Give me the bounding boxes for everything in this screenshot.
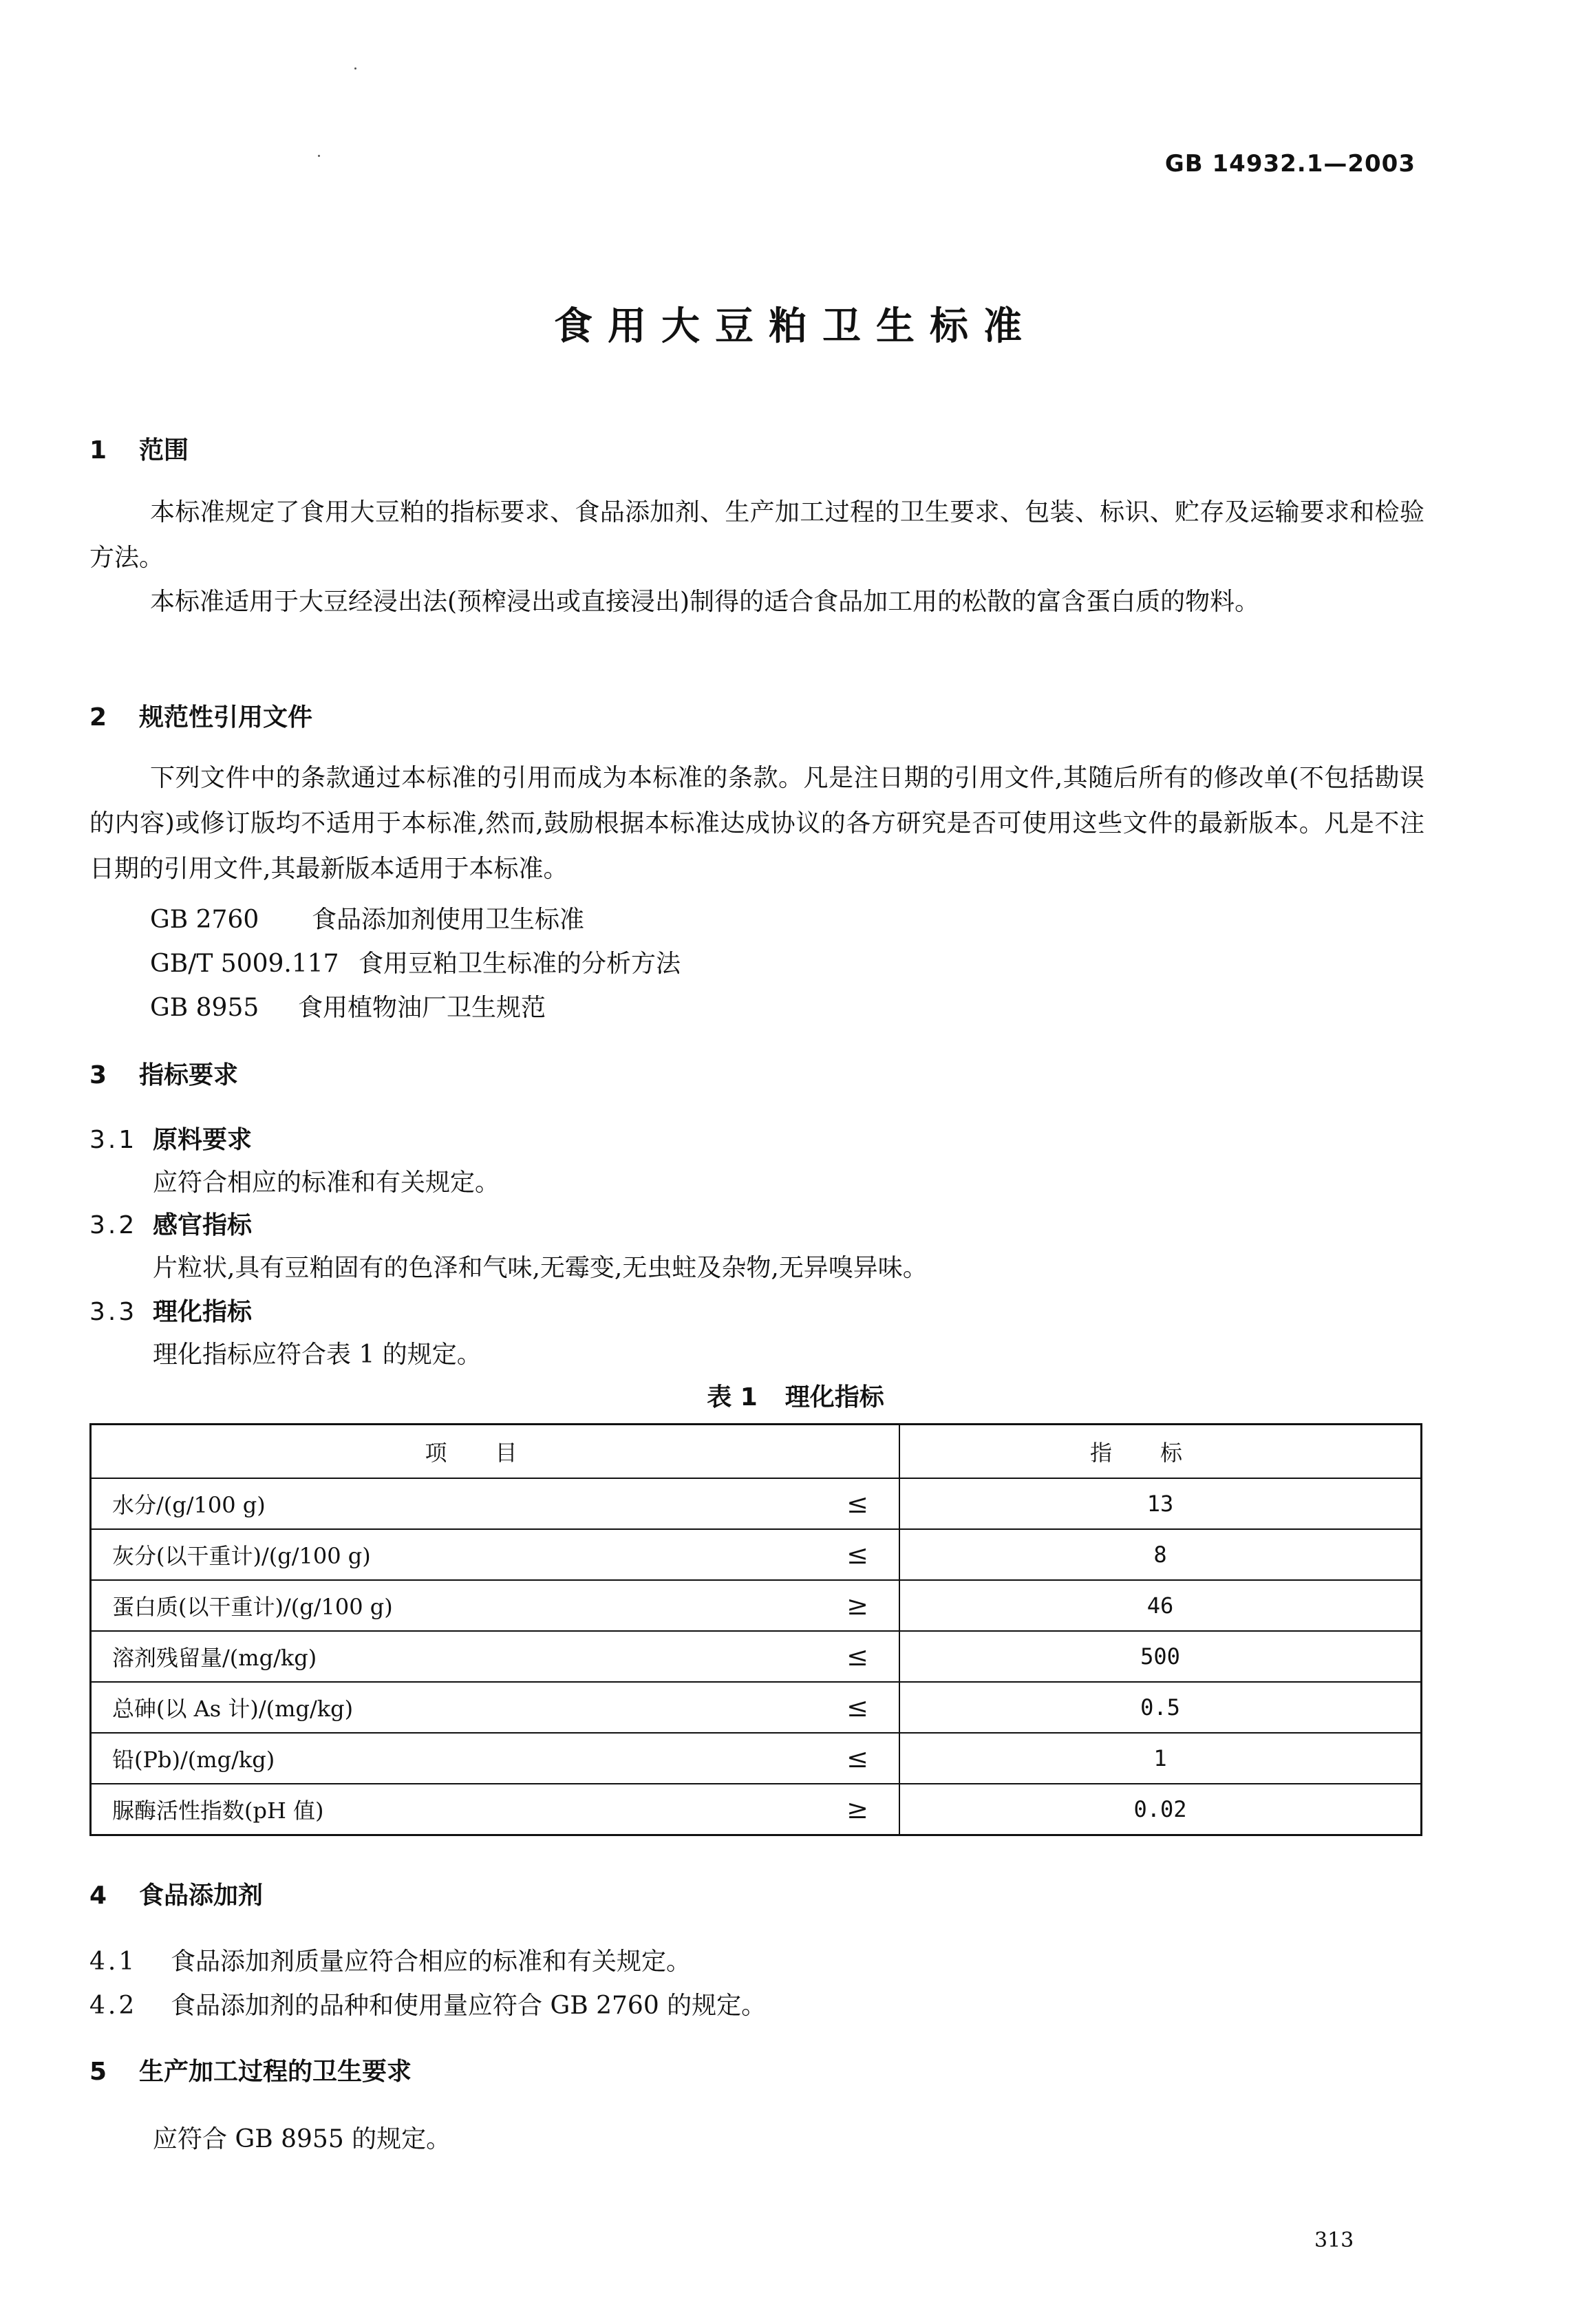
subsection-number: 3.1 (89, 1126, 138, 1154)
section-2-paragraph: 下列文件中的条款通过本标准的引用而成为本标准的条款。凡是注日期的引用文件,其随后所有的修改单(不包括勘误的内容)或修订版均不适用于本标准,然而,鼓励根据本标准达成协议的各方研究是否可使用这些文件的最新版本。凡是不注日期的引用文件,其最新版本适用于本标准。 (89, 764, 1424, 883)
subsection-3-2-heading (89, 1206, 252, 1241)
subsection-3-1-text: 应符合相应的标准和有关规定。 (153, 1169, 500, 1197)
section-title: 规范性引用文件 (139, 703, 313, 732)
section-number: 5 (89, 2058, 107, 2086)
subsection-3-3-heading (89, 1292, 252, 1328)
reference-title: 食用豆粕卫生标准的分析方法 (359, 950, 681, 978)
row-operator: ≤ (816, 1682, 899, 1733)
table-row (91, 1580, 1422, 1631)
table-number: 表 1 (707, 1383, 758, 1411)
reference-item (150, 900, 584, 935)
subsection-4-1 (89, 1942, 691, 1977)
table-title: 理化指标 (784, 1383, 884, 1411)
subsection-4-2 (89, 1986, 766, 2021)
section-1-heading (89, 431, 189, 466)
row-value: 46 (899, 1580, 1422, 1631)
row-operator: ≤ (816, 1529, 899, 1580)
row-item: 水分/(g/100 g) (91, 1478, 817, 1529)
section-number: 4 (89, 1881, 107, 1910)
section-number: 1 (89, 436, 107, 465)
subsection-title: 原料要求 (153, 1126, 253, 1154)
subsection-3-2-text: 片粒状,具有豆粕固有的色泽和气味,无霉变,无虫蛀及杂物,无异嗅异味。 (153, 1254, 928, 1282)
row-item: 灰分(以干重计)/(g/100 g) (91, 1529, 817, 1580)
subsection-title: 理化指标 (153, 1298, 253, 1326)
subsection-number: 4.1 (89, 1948, 138, 1976)
physicochemical-table (89, 1423, 1422, 1836)
reference-code: GB/T 5009.117 (150, 950, 339, 978)
subsection-3-3-text: 理化指标应符合表 1 的规定。 (153, 1341, 482, 1369)
subsection-text: 食品添加剂的品种和使用量应符合 GB 2760 的规定。 (171, 1992, 767, 2020)
table-row (91, 1682, 1422, 1733)
section-5-heading (89, 2052, 412, 2087)
row-value: 8 (899, 1529, 1422, 1580)
column-header-value: 指标 (899, 1425, 1422, 1479)
section-1-paragraph-2: 本标准适用于大豆经浸出法(预榨浸出或直接浸出)制得的适合食品加工用的松散的富含蛋白质的物料。 (150, 588, 1260, 616)
reference-title: 食用植物油厂卫生规范 (298, 994, 546, 1022)
standard-code: GB 14932.1—2003 (1164, 150, 1416, 178)
section-title: 食品添加剂 (139, 1881, 264, 1910)
reference-code: GB 8955 (150, 994, 259, 1022)
subsection-text: 食品添加剂质量应符合相应的标准和有关规定。 (171, 1948, 692, 1976)
row-operator: ≤ (816, 1631, 899, 1682)
section-3-heading (89, 1056, 238, 1091)
table-row (91, 1529, 1422, 1580)
subsection-title: 感官指标 (153, 1211, 253, 1239)
document-title: 食用大豆粕卫生标准 (554, 304, 1037, 349)
scan-speck (354, 67, 356, 70)
table-row (91, 1784, 1422, 1835)
column-header-item: 项目 (91, 1425, 900, 1479)
row-item: 脲酶活性指数(pH 值) (91, 1784, 817, 1835)
section-2-heading (89, 698, 312, 733)
row-item: 蛋白质(以干重计)/(g/100 g) (91, 1580, 817, 1631)
section-title: 指标要求 (139, 1061, 239, 1089)
row-item: 总砷(以 As 计)/(mg/kg) (91, 1682, 817, 1733)
reference-title: 食品添加剂使用卫生标准 (312, 906, 585, 934)
subsection-3-1-heading (89, 1120, 252, 1155)
reference-item (150, 944, 681, 979)
subsection-number: 3.3 (89, 1298, 138, 1326)
reference-code: GB 2760 (150, 906, 259, 934)
reference-item (150, 988, 546, 1023)
table-row (91, 1733, 1422, 1784)
section-title: 生产加工过程的卫生要求 (139, 2058, 412, 2086)
section-1-paragraph-1: 本标准规定了食用大豆粕的指标要求、食品添加剂、生产加工过程的卫生要求、包装、标识、贮存及运输要求和检验方法。 (89, 498, 1424, 572)
subsection-number: 4.2 (89, 1992, 138, 2020)
row-item: 铅(Pb)/(mg/kg) (91, 1733, 817, 1784)
row-value: 500 (899, 1631, 1422, 1682)
row-operator: ≥ (816, 1784, 899, 1835)
subsection-number: 3.2 (89, 1211, 138, 1239)
row-operator: ≤ (816, 1733, 899, 1784)
row-item: 溶剂残留量/(mg/kg) (91, 1631, 817, 1682)
row-value: 13 (899, 1478, 1422, 1529)
row-operator: ≤ (816, 1478, 899, 1529)
section-4-heading (89, 1876, 263, 1911)
section-number: 2 (89, 703, 107, 732)
row-value: 0.02 (899, 1784, 1422, 1835)
section-5-text: 应符合 GB 8955 的规定。 (153, 2125, 451, 2153)
table-row (91, 1631, 1422, 1682)
page-number: 313 (1314, 2228, 1354, 2252)
section-title: 范围 (139, 436, 189, 465)
row-operator: ≥ (816, 1580, 899, 1631)
row-value: 1 (899, 1733, 1422, 1784)
table-caption (0, 1378, 1591, 1413)
table-header-row (91, 1425, 1422, 1479)
scan-speck (318, 155, 320, 157)
section-number: 3 (89, 1061, 107, 1089)
table-row (91, 1478, 1422, 1529)
row-value: 0.5 (899, 1682, 1422, 1733)
